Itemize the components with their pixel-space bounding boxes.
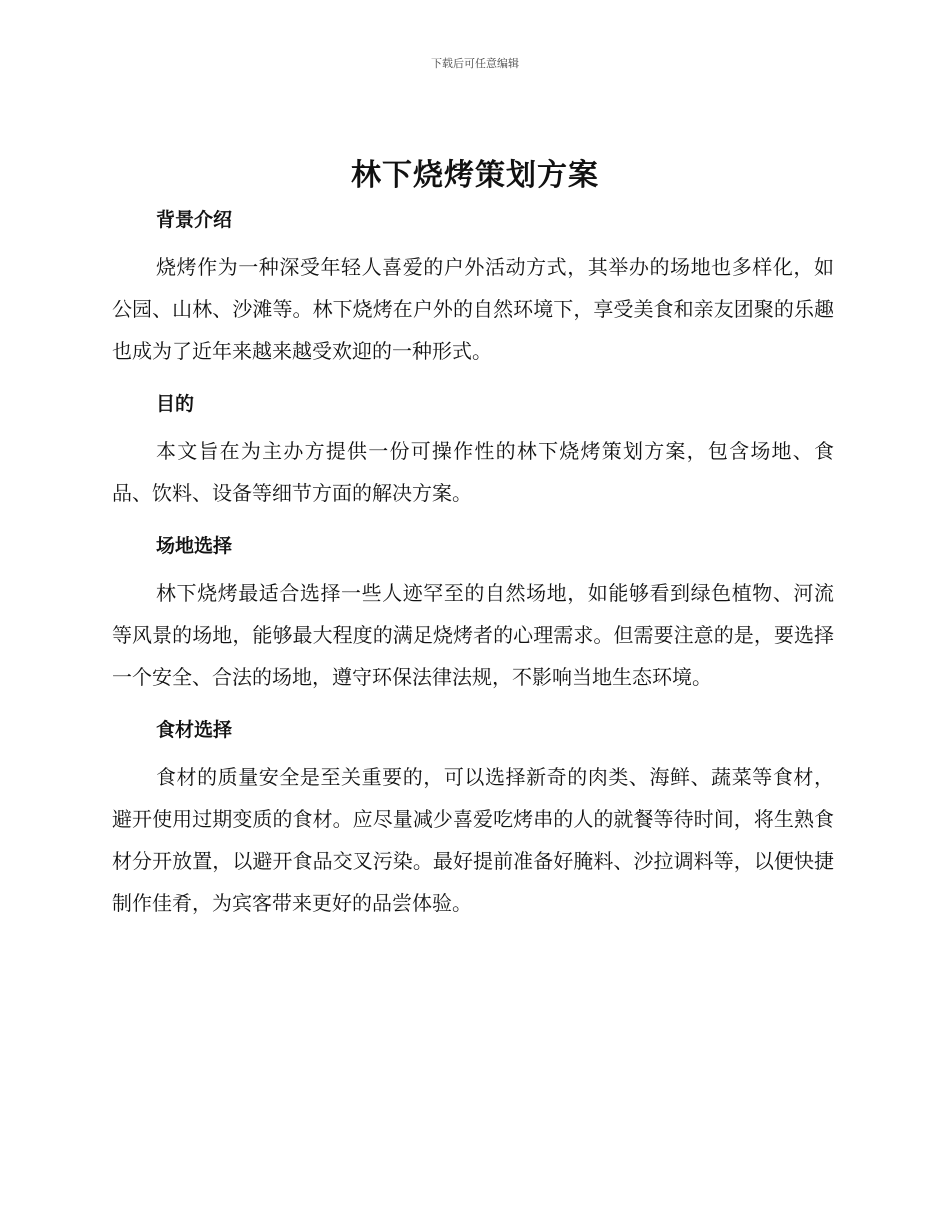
header-note: 下载后可任意编辑 [431,57,519,70]
section-paragraph-venue: 林下烧烤最适合选择一些人迹罕至的自然场地，如能够看到绿色植物、河流等风景的场地，能够最大程度的满足烧烤者的心理需求。但需要注意的是，要选择一个安全、合法的场地，遵守环保法律法规，不影响当地生态环境。 [112,581,834,689]
section-paragraph-background: 烧烤作为一种深受年轻人喜爱的户外活动方式，其举办的场地也多样化，如公园、山林、沙滩等。林下烧烤在户外的自然环境下，享受美食和亲友团聚的乐趣也成为了近年来越来越受欢迎的一种形式。 [112,255,834,363]
section-heading-background: 背景介绍 [156,209,233,231]
section-heading-ingredients: 食材选择 [156,719,233,741]
section-paragraph-ingredients: 食材的质量安全是至关重要的，可以选择新奇的肉类、海鲜、蔬菜等食材，避开使用过期变质的食材。应尽量减少喜爱吃烤串的人的就餐等待时间，将生熟食材分开放置，以避开食品交叉污染。最好提前准备好腌料、沙拉调料等，以便快捷制作佳肴，为宾客带来更好的品尝体验。 [112,765,834,915]
document-body [112,200,834,936]
document-title: 林下烧烤策划方案 [351,158,599,193]
section-heading-venue: 场地选择 [156,535,233,557]
section-paragraph-purpose: 本文旨在为主办方提供一份可操作性的林下烧烤策划方案，包含场地、食品、饮料、设备等细节方面的解决方案。 [112,439,834,505]
section-heading-purpose: 目的 [156,393,195,415]
section-background [112,200,834,372]
section-ingredients [112,710,834,924]
section-venue [112,526,834,698]
section-purpose [112,384,834,514]
